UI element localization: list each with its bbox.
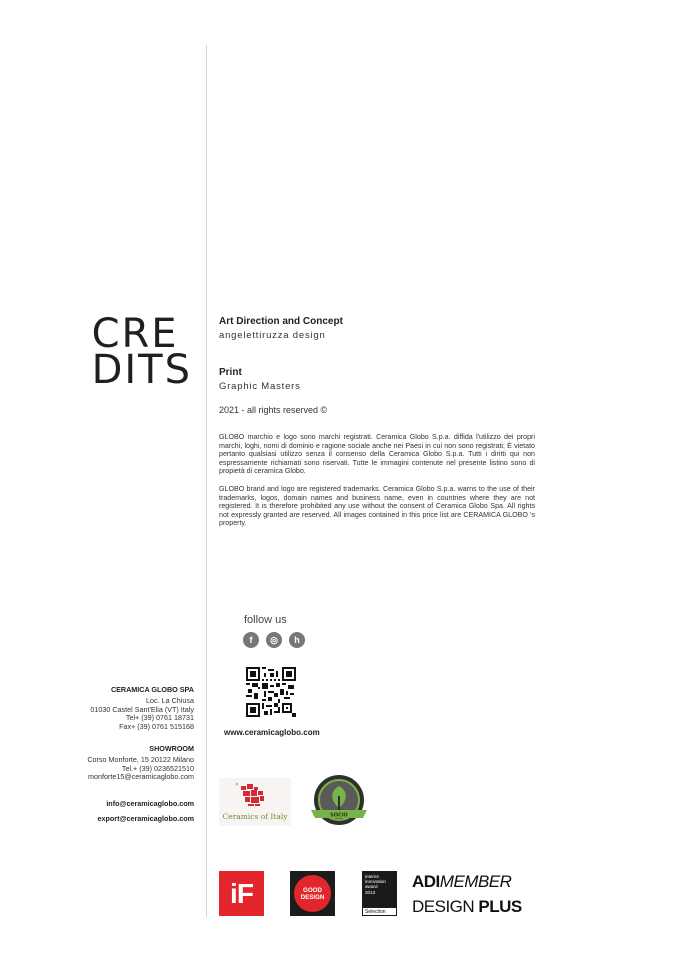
qr-code	[246, 667, 296, 717]
legal-notice-english: GLOBO brand and logo are registered trademarks. Ceramica Globo S.p.a. warns to the use of their trademarks, logos, domain names and business name, even in countries where they are not registered. It is therefore prohibited any use without the consent of Ceramica Globo Spa. All rights not expressly granted are reserved. All images contained in this price list are CERAMICA GLOBO 's property.	[219, 484, 535, 528]
rights-reserved: 2021 - all rights reserved ©	[219, 405, 328, 415]
interior-award-selection: Selection	[362, 907, 397, 916]
interior-award-line1: interior	[365, 874, 380, 879]
follow-us-label: follow us	[244, 614, 287, 626]
company-name: CERAMICA GLOBO SPA	[110, 685, 194, 694]
houzz-icon[interactable]: h	[289, 632, 305, 648]
company-address	[90, 686, 194, 731]
adi-member-bold: ADI	[412, 872, 440, 891]
print-value: Graphic Masters	[219, 381, 301, 392]
legal-notice	[219, 433, 535, 537]
art-direction-value: angelettiruzza design	[219, 330, 326, 341]
website-link[interactable]: www.ceramicaglobo.com	[224, 728, 320, 737]
if-design-award-logo: iF	[219, 871, 264, 916]
legal-notice-italian: GLOBO marchio e logo sono marchi registrati. Ceramica Globo S.p.a. diffida l'utilizzo dei propri marchi, loghi, nomi di dominio e ragione sociale anche nei Paesi in cui non sono registrati; È vietato pertanto qualsiasi utilizzo senza il consenso della Ceramica Globo S.p.a. Tutti i diritti qui non espressamente richiamati sono riservati. Tutte le immagini contenute nel presente listino sono di propietà di ceramica Globo.	[219, 433, 535, 476]
good-design-line2: DESIGN	[300, 894, 325, 901]
gbc-socio-text: SOCIO	[330, 812, 348, 819]
credits-heading	[91, 311, 192, 393]
showroom-address-line1: Corso Monforte, 15 20122 Milano	[87, 755, 194, 765]
credits-heading-line2: DITS	[91, 347, 192, 393]
print-title: Print	[219, 367, 242, 378]
company-address-line2: 01030 Castel Sant'Elia (VT) Italy	[90, 704, 194, 714]
info-email-link[interactable]: info@ceramicaglobo.com	[106, 799, 194, 808]
green-building-council-logo	[307, 774, 371, 828]
showroom-email: monforte15@ceramicaglobo.com	[88, 772, 194, 782]
adi-member-logo	[412, 872, 511, 892]
credits-heading-line1: CRE	[91, 311, 179, 357]
showroom-address	[87, 745, 194, 782]
ceramics-of-italy-text: Ceramics of Italy	[222, 812, 288, 821]
good-design-logo	[290, 871, 335, 916]
vertical-divider	[206, 45, 207, 917]
company-address-line1: Loc. La Chiusa	[146, 696, 194, 706]
interior-award-line2: innovation	[365, 879, 386, 885]
design-plus-bold: PLUS	[478, 897, 522, 916]
interior-award-line4: 2013	[365, 889, 376, 895]
interior-award-line3: award	[365, 884, 378, 890]
good-design-line1: GOOD	[303, 887, 322, 894]
facebook-icon[interactable]: f	[243, 632, 259, 648]
export-email-link[interactable]: export@ceramicaglobo.com	[97, 814, 194, 823]
showroom-title: SHOWROOM	[149, 744, 194, 753]
instagram-icon[interactable]: ◎	[266, 632, 282, 648]
interior-innovation-award-logo	[362, 871, 397, 916]
design-plus-light: DESIGN	[412, 897, 479, 916]
art-direction-title: Art Direction and Concept	[219, 316, 343, 327]
showroom-phone: Tel.+ (39) 0236521510	[121, 763, 194, 773]
svg-text:": "	[235, 782, 239, 791]
company-phone: Tel+ (39) 0761 18731	[125, 713, 194, 723]
design-plus-logo	[412, 897, 522, 917]
adi-member-light: MEMBER	[439, 872, 512, 891]
company-fax: Fax+ (39) 0761 515168	[119, 721, 194, 731]
ceramics-of-italy-logo	[219, 778, 291, 826]
